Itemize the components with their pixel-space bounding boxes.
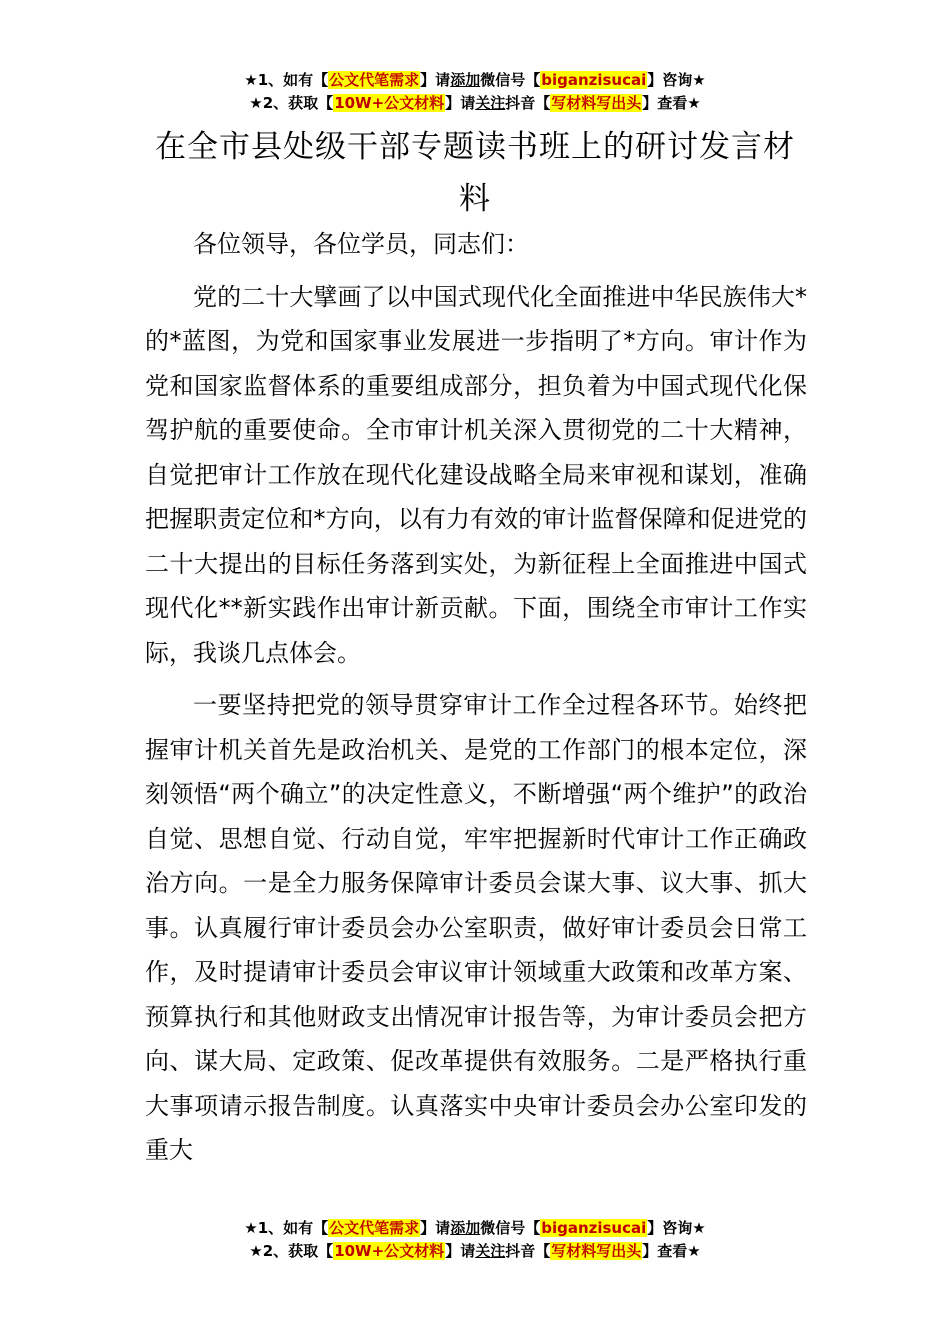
underlined-text: 关注 — [475, 1242, 506, 1260]
document-title: 在全市县处级干部专题读书班上的研讨发言材料 — [155, 129, 795, 217]
banner-line-1 — [0, 69, 950, 92]
paragraph: 一要坚持把党的领导贯穿审计工作全过程各环节。始终把握审计机关首先是政治机关、是党的工作部门的根本定位，深刻领悟“两个确立”的决定性意义，不断增强“两个维护”的政治自觉、思想自觉、行动自觉，牢牢把握新时代审计工作正确政治方向。一是全力服务保障审计委员会谋大事、议大事、抓大事。认真履行审计委员会办公室职责，做好审计委员会日常工作，及时提请审计委员会审议审计领域重大政策和改革方案、预算执行和其他财政支出情况审计报告等，为审计委员会把方向、谋大局、定政策、促改革提供有效服务。二是严格执行重大事项请示报告制度。认真落实中央审计委员会办公室印发的重大 — [145, 691, 807, 1164]
banner-text: 】咨询★ — [647, 71, 706, 89]
highlight-text: 写材料写出头 — [551, 94, 642, 112]
underlined-text: 关注 — [475, 94, 506, 112]
banner-text: 】查看★ — [642, 94, 701, 112]
highlight-text: 公文代笔需求 — [329, 1219, 420, 1237]
banner-text: 】请 — [420, 1219, 451, 1237]
banner-text: ★1、如有【 — [244, 71, 329, 89]
highlight-text: 10W+公文材料 — [334, 94, 445, 112]
banner-text: 】请 — [445, 94, 476, 112]
banner-text: ★2、获取【 — [249, 94, 334, 112]
bottom-banner — [0, 1217, 950, 1263]
banner-line-2 — [0, 92, 950, 115]
banner-text: 】请 — [420, 71, 451, 89]
highlight-text: 写材料写出头 — [551, 1242, 642, 1260]
banner-text: ★2、获取【 — [249, 1242, 334, 1260]
highlight-text: biganzisucai — [541, 71, 647, 89]
banner-line-1 — [0, 1217, 950, 1240]
banner-text: 微信号【 — [480, 1219, 541, 1237]
highlight-text: 10W+公文材料 — [334, 1242, 445, 1260]
paragraph: 党的二十大擘画了以中国式现代化全面推进中华民族伟大*的*蓝图，为党和国家事业发展进一步指明了*方向。审计作为党和国家监督体系的重要组成部分，担负着为中国式现代化保驾护航的重要使命。全市审计机关深入贯彻党的二十大精神，自觉把审计工作放在现代化建设战略全局来审视和谋划，准确把握职责定位和*方向，以有力有效的审计监督保障和促进党的二十大提出的目标任务落到实处，为新征程上全面推进中国式现代化**新实践作出审计新贡献。下面，围绕全市审计工作实际，我谈几点体会。 — [145, 282, 807, 667]
banner-line-2 — [0, 1240, 950, 1263]
salutation: 各位领导，各位学员，同志们： — [193, 230, 529, 258]
banner-text: 】请 — [445, 1242, 476, 1260]
highlight-text: biganzisucai — [541, 1219, 647, 1237]
highlight-text: 公文代笔需求 — [329, 71, 420, 89]
document-body — [145, 222, 807, 1181]
underlined-text: 添加 — [450, 71, 481, 89]
banner-text: 】查看★ — [642, 1242, 701, 1260]
top-banner — [0, 69, 950, 115]
banner-text: 抖音【 — [505, 94, 551, 112]
banner-text: 抖音【 — [505, 1242, 551, 1260]
underlined-text: 添加 — [450, 1219, 481, 1237]
banner-text: ★1、如有【 — [244, 1219, 329, 1237]
banner-text: 】咨询★ — [647, 1219, 706, 1237]
banner-text: 微信号【 — [480, 71, 541, 89]
